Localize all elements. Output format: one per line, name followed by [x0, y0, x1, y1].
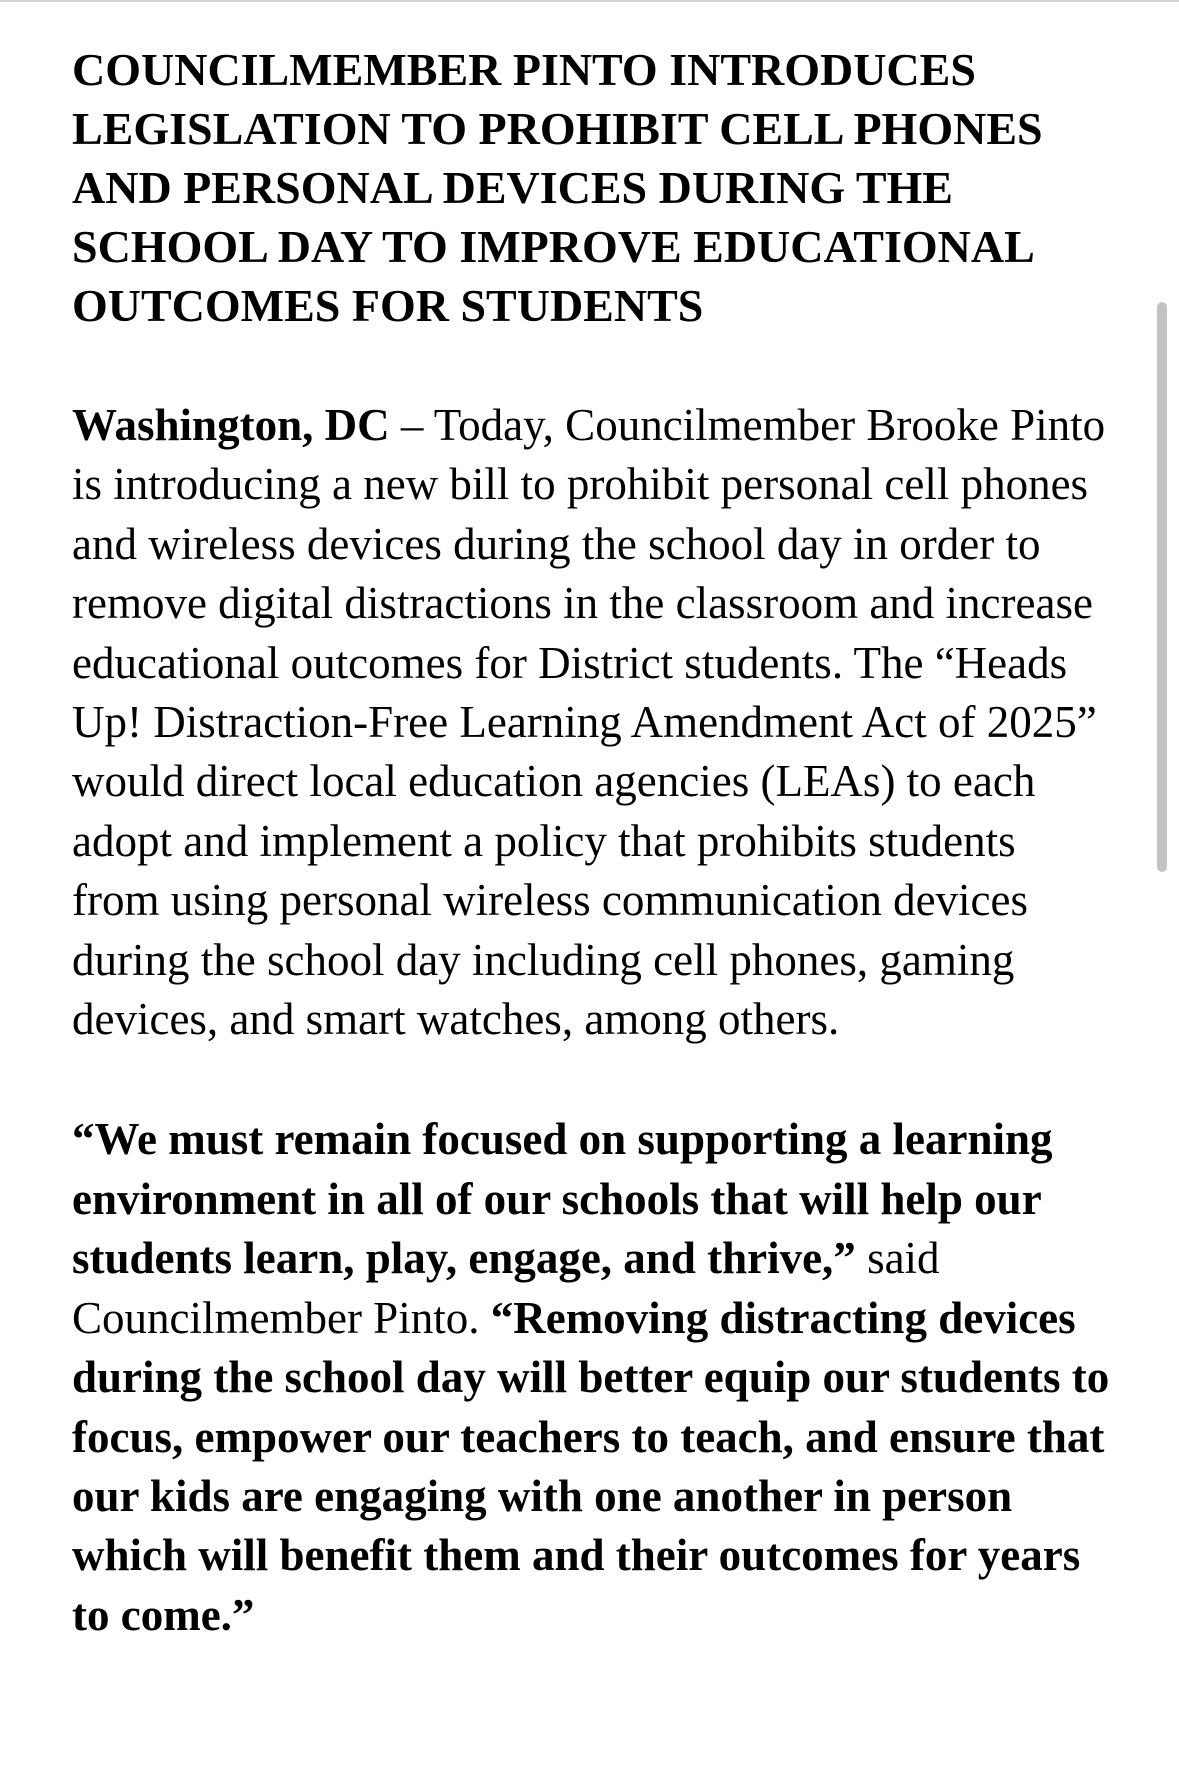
- quote-part-2: “Removing distracting devices during the school day will better equip our students to focus, empower our teachers to teach, and ensure that our kids are engaging with one another in person which will benefit them and their outcomes for years to come.”: [72, 1292, 1110, 1640]
- headline: COUNCILMEMBER PINTO INTRODUCES LEGISLATION TO PROHIBIT CELL PHONES AND PERSONAL DEVICES DURING THE SCHOOL DAY TO IMPROVE EDUCATIONAL OUTCOMES FOR STUDENTS: [72, 44, 1043, 331]
- quote-paragraph: [72, 1110, 1112, 1645]
- scrollbar-thumb[interactable]: [1157, 302, 1167, 872]
- intro-body: – Today, Councilmember Brooke Pinto is introducing a new bill to prohibit personal cell phones and wireless devices during the school day in order to remove digital distractions in the classroom and increase educational outcomes for District students. The “Heads Up! Distraction-Free Learning Amendment Act of 2025” would direct local education agencies (LEAs) to each adopt and implement a policy that prohibits students from using personal wireless communication devices during the school day including cell phones, gaming devices, and smart watches, among others.: [72, 400, 1106, 1045]
- intro-paragraph: [72, 396, 1112, 1049]
- quote-attribution: said Councilmember Pinto.: [72, 1233, 940, 1343]
- quote-part-1: “We must remain focused on supporting a learning environment in all of our schools that will help our students learn, play, engage, and thrive,”: [72, 1114, 1053, 1284]
- press-release: [72, 40, 1112, 1645]
- dateline: Washington, DC: [72, 400, 390, 450]
- top-divider: [0, 0, 1179, 2]
